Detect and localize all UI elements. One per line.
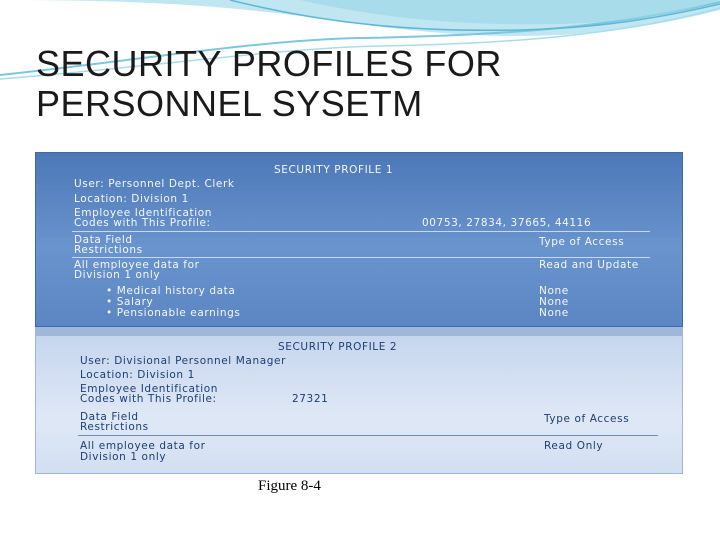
profile1-codes-label-2: Codes with This Profile:: [74, 217, 211, 229]
profile1-data-1: All employee data for: [74, 259, 200, 271]
profile2-codes-label-2: Codes with This Profile:: [80, 393, 217, 405]
profile2-restrictions-1: Data Field: [80, 411, 139, 423]
profile2-data-1: All employee data for: [80, 440, 206, 452]
profile1-item-access: None: [539, 296, 569, 308]
title-line-1: SECURITY PROFILES FOR: [36, 43, 502, 84]
profile1-access-header: Type of Access: [539, 236, 625, 248]
security-profile-2-panel: [35, 335, 683, 474]
profile1-item-access: None: [539, 307, 569, 319]
profile1-location: Location: Division 1: [74, 193, 189, 205]
profile1-data-2: Division 1 only: [74, 269, 161, 281]
profile1-item-label: • Pensionable earnings: [106, 307, 241, 319]
profile1-item-access: None: [539, 285, 569, 297]
profile2-codes-value: 27321: [292, 393, 329, 405]
profile1-divider-1: [72, 231, 650, 232]
slide-title: [36, 44, 636, 124]
figure-caption: Figure 8-4: [258, 478, 321, 494]
security-profiles-figure: [35, 152, 683, 474]
profile1-item-label: • Salary: [106, 296, 154, 308]
profile2-data-2: Division 1 only: [80, 451, 167, 463]
profile1-data-access: Read and Update: [539, 259, 639, 271]
profile2-access-header: Type of Access: [544, 413, 630, 425]
profile1-item-label: • Medical history data: [106, 285, 236, 297]
profile2-restrictions-2: Restrictions: [80, 421, 149, 433]
profile2-user: User: Divisional Personnel Manager: [80, 355, 286, 367]
profile2-divider: [78, 435, 658, 436]
profile2-heading: SECURITY PROFILE 2: [278, 341, 398, 353]
security-profile-1-panel: [35, 152, 683, 327]
profile1-divider-2: [72, 257, 650, 258]
profile2-data-access: Read Only: [544, 440, 604, 452]
panel-separator: [35, 327, 683, 335]
profile1-codes-value: 00753, 27834, 37665, 44116: [422, 217, 592, 229]
profile2-codes-label-1: Employee Identification: [80, 383, 218, 395]
profile1-user: User: Personnel Dept. Clerk: [74, 178, 235, 190]
profile1-restrictions-2: Restrictions: [74, 244, 143, 256]
profile1-restrictions-1: Data Field: [74, 234, 133, 246]
profile2-location: Location: Division 1: [80, 369, 195, 381]
profile1-heading: SECURITY PROFILE 1: [274, 164, 394, 176]
title-line-2: PERSONNEL SYSETM: [36, 83, 423, 124]
profile1-codes-label-1: Employee Identification: [74, 207, 212, 219]
